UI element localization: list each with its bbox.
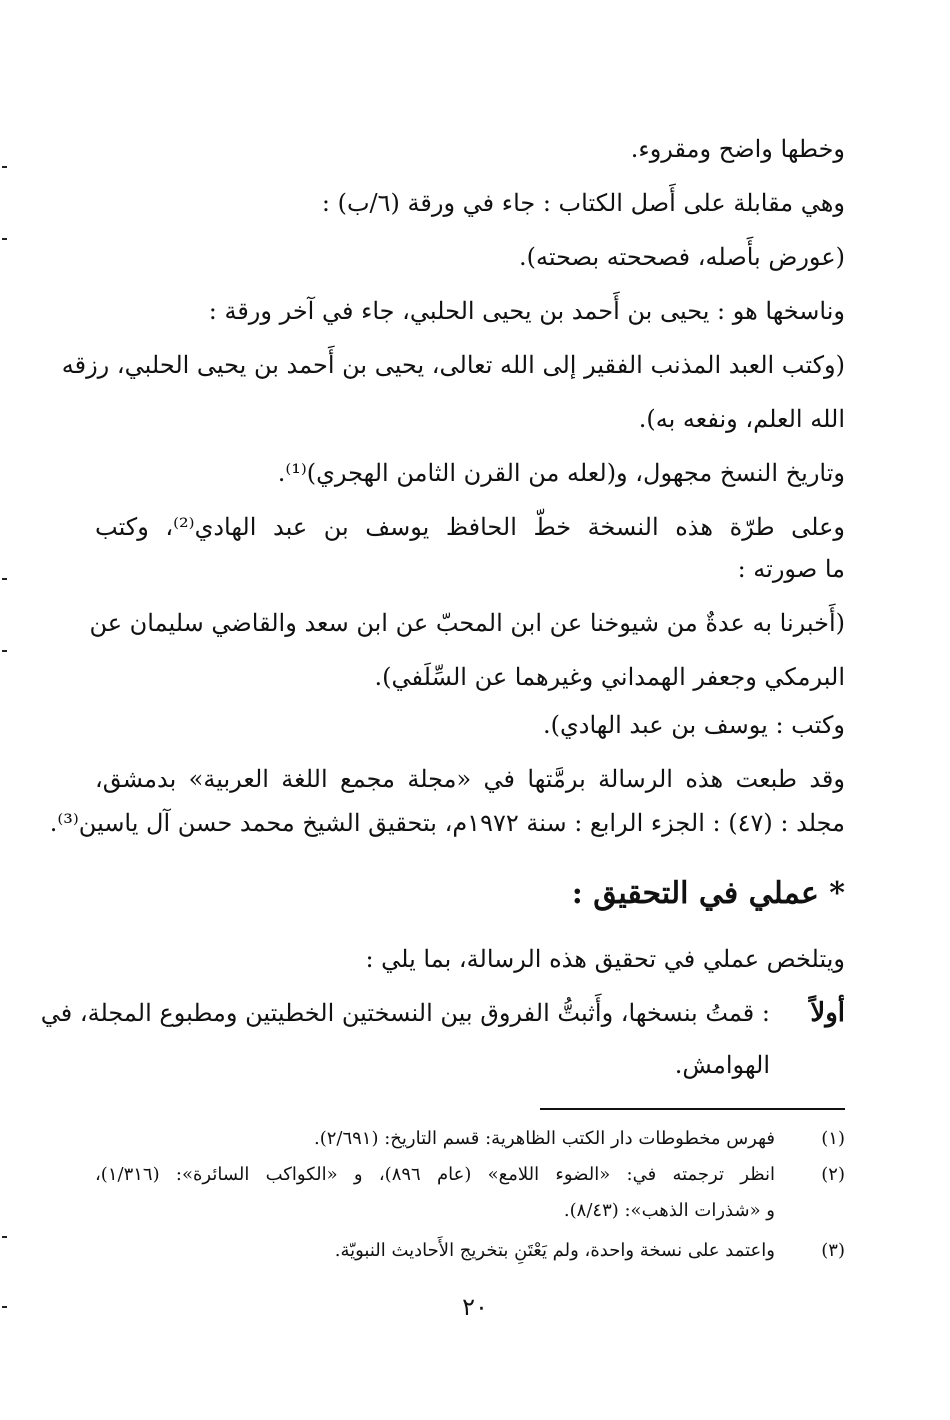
body-line-5: (وكتب العبد المذنب الفقير إلى الله تعالى، يحيى بن أَحمد بن يحيى الحلبي، رزقه bbox=[61, 351, 845, 379]
body-line-13: وقد طبعت هذه الرسالة برمَّتها في «مجلة مجمع اللغة العربية» بدمشق، bbox=[95, 765, 845, 793]
body-line-8: وعلى طرّة هذه النسخة خطّ الحافظ يوسف بن عبد الهادي⁽²⁾، وكتب bbox=[95, 513, 845, 541]
footnote-3 bbox=[95, 1236, 845, 1266]
footnote-2-continued bbox=[95, 1196, 845, 1226]
footnote-3-number: (٣) bbox=[821, 1240, 845, 1261]
body-line-1: وخطها واضح ومقروء. bbox=[630, 135, 845, 163]
footnote-separator bbox=[540, 1108, 845, 1110]
body-line-9: ما صورته : bbox=[737, 555, 845, 583]
body-line-12: وكتب : يوسف بن عبد الهادي). bbox=[542, 711, 845, 739]
margin-mark bbox=[2, 166, 7, 168]
footnote-2-number: (٢) bbox=[821, 1164, 845, 1185]
body-line-14: مجلد : (٤٧) : الجزء الرابع : سنة ١٩٧٢م، بتحقيق الشيخ محمد حسن آل ياسين⁽³⁾. bbox=[49, 809, 845, 837]
body-line-2: وهي مقابلة على أَصل الكتاب : جاء في ورقة (٦/ب) : bbox=[321, 189, 845, 217]
footnote-1-number: (١) bbox=[821, 1128, 845, 1149]
first-item-line-1: : قمتُ بنسخها، وأَثبتُّ الفروق بين النسختين الخطيتين ومطبوع المجلة، في bbox=[40, 999, 770, 1027]
margin-mark bbox=[2, 650, 7, 652]
body-line-3: (عورض بأَصله، فصححته بصحته). bbox=[519, 243, 845, 271]
page-number: ٢٠ bbox=[462, 1293, 488, 1321]
footnote-1-text: فهرس مخطوطات دار الكتب الظاهرية: قسم التاريخ: (٢/٦٩١). bbox=[313, 1128, 775, 1149]
body-line-4: وناسخها هو : يحيى بن أَحمد بن يحيى الحلبي، جاء في آخر ورقة : bbox=[208, 297, 845, 325]
margin-mark bbox=[2, 238, 7, 240]
footnote-2-text: انظر ترجمته في: «الضوء اللامع» (عام ٨٩٦)، و «الكواكب السائرة»: (١/٣١٦)، bbox=[95, 1164, 775, 1185]
margin-mark bbox=[2, 1306, 7, 1308]
body-line-10: (أَخبرنا به عدةٌ من شيوخنا عن ابن المحبّ عن ابن سعد والقاضي سليمان عن bbox=[89, 609, 845, 637]
margin-mark bbox=[2, 578, 7, 580]
intro-line: ويتلخص عملي في تحقيق هذه الرسالة، بما يلي : bbox=[365, 945, 845, 973]
footnote-2 bbox=[95, 1160, 845, 1190]
body-line-7: وتاريخ النسخ مجهول، و(لعله من القرن الثامن الهجري)⁽¹⁾. bbox=[277, 459, 845, 487]
section-heading: * عملي في التحقيق : bbox=[571, 876, 845, 911]
first-item-label: أولاً bbox=[810, 998, 845, 1028]
first-item-line-2: الهوامش. bbox=[674, 1051, 770, 1079]
footnote-1 bbox=[95, 1124, 845, 1154]
body-line-11: البرمكي وجعفر الهمداني وغيرهما عن السِّلَفي). bbox=[374, 663, 845, 691]
margin-mark bbox=[2, 1236, 7, 1238]
footnote-3-text: واعتمد على نسخة واحدة، ولم يَعْتَنِ بتخريج الأَحاديث النبويّة. bbox=[334, 1240, 775, 1261]
footnote-2-cont-text: و «شذرات الذهب»: (٨/٤٣). bbox=[563, 1200, 775, 1221]
body-line-6: الله العلم، ونفعه به). bbox=[638, 405, 845, 433]
